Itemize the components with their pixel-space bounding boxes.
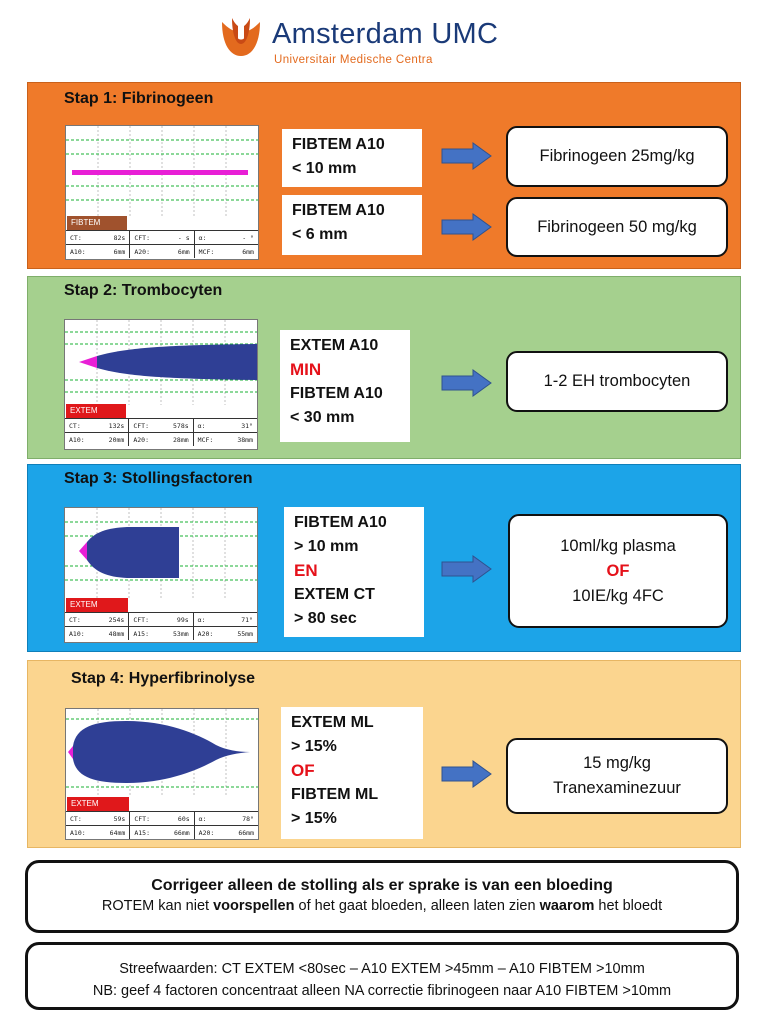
rotem-row-1: CT: 132s CFT: 578s α: 31° bbox=[65, 418, 257, 432]
rotem-extem-trace bbox=[64, 507, 258, 643]
arrow-right-icon bbox=[441, 369, 493, 397]
target-values-box bbox=[25, 942, 739, 1010]
criteria-extem-min-fibtem: EXTEM A10 MIN FIBTEM A10 < 30 mm bbox=[280, 330, 410, 442]
rotem-row-2: A10: 64mm A15: 66mm A20: 66mm bbox=[66, 825, 258, 839]
rotem-graph bbox=[66, 709, 259, 797]
rotem-assay-label: EXTEM bbox=[66, 598, 128, 612]
warning-title: Corrigeer alleen de stolling als er sprake is van een bloeding bbox=[151, 877, 613, 894]
criteria-fibtem-lt6: FIBTEM A10 < 6 mm bbox=[282, 195, 422, 255]
rotem-row-2: A10: 48mm A15: 53mm A20: 55mm bbox=[65, 626, 257, 640]
rotem-row-1: CT: 82s CFT: - s α: - ° bbox=[66, 230, 258, 244]
result-fibrinogeen-50: Fibrinogeen 50 mg/kg bbox=[506, 197, 728, 257]
brand-subtitle: Universitair Medische Centra bbox=[274, 54, 433, 66]
result-trombocyten: 1-2 EH trombocyten bbox=[506, 351, 728, 412]
rotem-graph bbox=[65, 320, 258, 405]
rotem-row-2: A10: 20mm A20: 28mm MCF: 38mm bbox=[65, 432, 257, 446]
rotem-assay-label: FIBTEM bbox=[67, 216, 127, 230]
rotem-graph bbox=[66, 126, 259, 216]
rotem-row-1: CT: 59s CFT: 60s α: 78° bbox=[66, 811, 258, 825]
criteria-fibtem-en-extem: FIBTEM A10 > 10 mm EN EXTEM CT > 80 sec bbox=[284, 507, 424, 637]
result-plasma-of-4fc: 10ml/kg plasma OF 10IE/kg 4FC bbox=[508, 514, 728, 628]
brand-name: Amsterdam UMC bbox=[272, 18, 499, 50]
rotem-assay-label: EXTEM bbox=[66, 404, 126, 418]
warning-text: ROTEM kan niet voorspellen of het gaat bloeden, alleen laten zien waarom het bloedt bbox=[101, 898, 663, 914]
rotem-extem-trace bbox=[65, 708, 259, 840]
criteria-fibtem-lt10: FIBTEM A10 < 10 mm bbox=[282, 129, 422, 187]
rotem-row-1: CT: 254s CFT: 99s α: 71° bbox=[65, 612, 257, 626]
step-1-title: Stap 1: Fibrinogeen bbox=[64, 90, 214, 107]
tulip-logo-icon bbox=[218, 14, 264, 60]
result-fibrinogeen-25: Fibrinogeen 25mg/kg bbox=[506, 126, 728, 187]
criteria-extem-ml-of-fibtem-ml: EXTEM ML > 15% OF FIBTEM ML > 15% bbox=[281, 707, 423, 839]
step-4-panel bbox=[27, 660, 741, 848]
step-3-title: Stap 3: Stollingsfactoren bbox=[64, 470, 253, 487]
rotem-row-2: A10: 6mm A20: 6mm MCF: 6mm bbox=[66, 244, 258, 258]
result-tranexaminezuur: 15 mg/kg Tranexaminezuur bbox=[506, 738, 728, 814]
step-2-title: Stap 2: Trombocyten bbox=[64, 282, 223, 299]
arrow-right-icon bbox=[441, 555, 493, 583]
step-1-panel bbox=[27, 82, 741, 269]
header bbox=[0, 0, 768, 76]
rotem-graph bbox=[65, 508, 258, 598]
rotem-extem-trace bbox=[64, 319, 258, 450]
arrow-right-icon bbox=[441, 760, 493, 788]
nb-line: NB: geef 4 factoren concentraat alleen NA correctie fibrinogeen naar A10 FIBTEM >10mm bbox=[92, 983, 672, 999]
arrow-right-icon bbox=[441, 213, 493, 241]
target-values-line: Streefwaarden: CT EXTEM <80sec – A10 EXTEM >45mm – A10 FIBTEM >10mm bbox=[119, 961, 645, 977]
step-4-title: Stap 4: Hyperfibrinolyse bbox=[71, 670, 256, 687]
rotem-fibtem-trace bbox=[65, 125, 259, 260]
rotem-assay-label: EXTEM bbox=[67, 797, 129, 811]
step-3-panel bbox=[27, 464, 741, 652]
arrow-right-icon bbox=[441, 142, 493, 170]
step-2-panel bbox=[27, 276, 741, 459]
bleeding-warning-box bbox=[25, 860, 739, 933]
